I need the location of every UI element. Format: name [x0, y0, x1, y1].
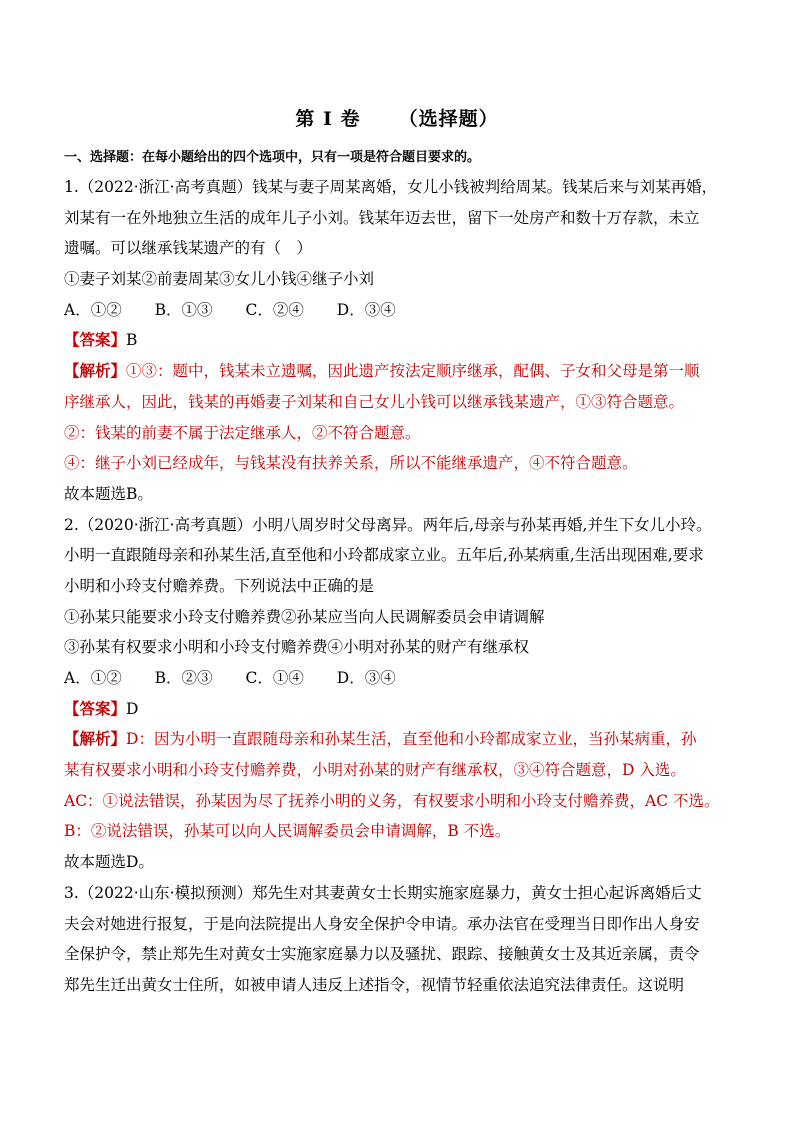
question-stem-line: 遗嘱。可以继承钱某遗产的有（ ） [64, 239, 313, 258]
option-c: C．②④ [245, 300, 304, 319]
question-2 [64, 510, 734, 878]
analysis-text: AC：①说法错误，孙某因为尽了抚养小明的义务，有权要求小明和小玲支付赡养费，AC 不选。 [64, 791, 720, 810]
question-items: ①孙某只能要求小玲支付赡养费②孙某应当向人民调解委员会申请调解 [64, 607, 545, 626]
answer-line [64, 694, 734, 725]
option-a: A．①② [64, 300, 122, 319]
option-a: A．①② [64, 669, 122, 687]
answer-options [64, 295, 734, 326]
answer-label: 【答案】 [64, 330, 127, 350]
option-b: B．②③ [154, 669, 213, 687]
analysis-line [64, 356, 734, 387]
question-items: ③孙某有权要求小明和小玲支付赡养费④小明对孙某的财产有继承权 [64, 638, 530, 657]
question-1 [64, 172, 734, 510]
question-stem-line: 郑先生迁出黄女士住所，如被申请人违反上述指令，视情节轻重依法追究法律责任。这说明 [64, 975, 685, 994]
page-title: 第 I 卷 （选择题） [295, 108, 499, 130]
analysis-label: 【解析】 [64, 361, 127, 381]
answer-label: 【答案】 [64, 698, 127, 718]
answer-options [64, 663, 734, 694]
section-instruction: 一、选择题：在每小题给出的四个选项中，只有一项是符合题目要求的。 [64, 150, 481, 165]
option-c: C．①④ [245, 669, 304, 687]
question-stem-line: 2.（2020·浙江·高考真题）小明八周岁时父母离异。两年后,母亲与孙某再婚,并生下女儿小玲。 [64, 515, 712, 534]
conclusion-line: 故本题选B。 [64, 484, 153, 503]
analysis-label: 【解析】 [64, 729, 127, 749]
question-stem-line: 1.（2022·浙江·高考真题）钱某与妻子周某离婚，女儿小钱被判给周某。钱某后来与刘某再婚， [64, 178, 718, 196]
question-stem-line: 全保护令，禁止郑先生对黄女士实施家庭暴力以及骚扰、跟踪、接触黄女士及其近亲属，责令 [64, 945, 700, 964]
question-stem-line: 夫会对她进行报复，于是向法院提出人身安全保护令申请。承办法官在受理当日即作出人身安 [64, 914, 700, 933]
analysis-line [64, 724, 734, 755]
option-d: D．③④ [336, 669, 396, 687]
analysis-text: ②：钱某的前妻不属于法定继承人，②不符合题意。 [64, 423, 421, 442]
analysis-text: D：因为小明一直跟随母亲和孙某生活，直至他和小玲都成家立业，当孙某病重，孙 [126, 730, 697, 749]
option-b: B．①③ [154, 300, 213, 319]
question-stem-line: 3.（2022·山东·模拟预测）郑先生对其妻黄女士长期实施家庭暴力，黄女士担心起诉离婚后丈 [64, 883, 702, 902]
conclusion-line: 故本题选D。 [64, 853, 154, 872]
question-stem-line: 刘某有一在外地独立生活的成年儿子小刘。钱某年迈去世，留下一处房产和数十万存款，未立 [64, 208, 700, 227]
question-stem-line: 小明一直跟随母亲和孙某生活,直至他和小玲都成家立业。五年后,孙某病重,生活出现困难,要求 [64, 546, 704, 565]
analysis-text: ①③：题中，钱某未立遗嘱，因此遗产按法定顺序继承，配偶、子女和父母是第一顺 [126, 362, 700, 381]
analysis-text: ④：继子小刘已经成年，与钱某没有扶养关系，所以不能继承遗产，④不符合题意。 [64, 454, 638, 473]
answer-value: B [126, 331, 138, 350]
question-items: ①妻子刘某②前妻周某③女儿小钱④继子小刘 [64, 270, 375, 289]
analysis-text: 某有权要求小明和小玲支付赡养费，小明对孙某的财产有继承权，③④符合题意，D 入选。 [64, 761, 686, 780]
question-3 [64, 878, 734, 1001]
answer-value: D [126, 699, 139, 718]
analysis-text: B：②说法错误，孙某可以向人民调解委员会申请调解，B 不选。 [64, 822, 511, 841]
answer-line [64, 325, 734, 356]
option-d: D．③④ [336, 300, 396, 319]
question-list [64, 172, 734, 1001]
question-stem-line: 小明和小玲支付赡养费。下列说法中正确的是 [64, 576, 375, 595]
analysis-text: 序继承人，因此，钱某的再婚妻子刘某和自己女儿小钱可以继承钱某遗产，①③符合题意。 [64, 392, 685, 411]
